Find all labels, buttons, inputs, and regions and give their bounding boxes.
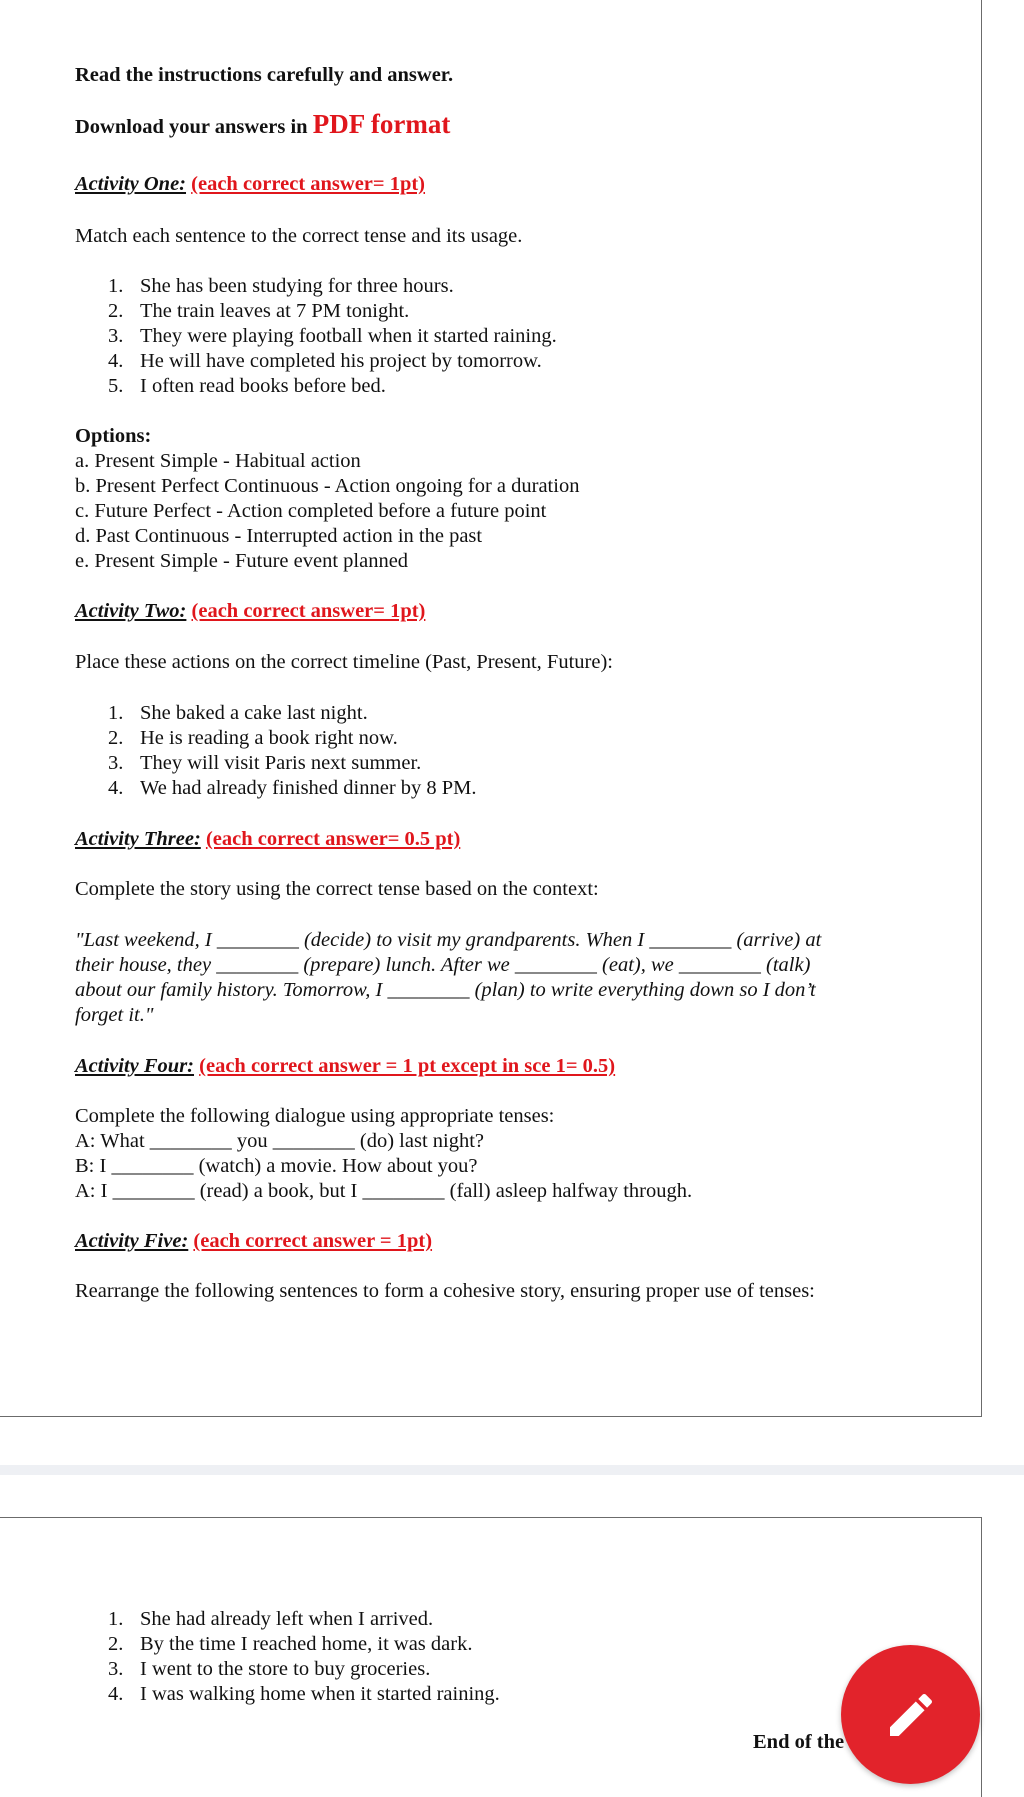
story-line: forget it.": [75, 1004, 154, 1026]
list-number: 1.: [108, 702, 124, 724]
dialogue-line: A: I ________ (read) a book, but I ________ (fall) asleep halfway through.: [75, 1180, 693, 1202]
list-number: 1.: [108, 1608, 124, 1630]
list-number: 3.: [108, 752, 124, 774]
list-number: 1.: [108, 275, 124, 297]
list-item: I went to the store to buy groceries.: [140, 1658, 431, 1680]
activity-three-heading: [75, 827, 460, 852]
activity-four-prompt: Complete the following dialogue using appropriate tenses:: [75, 1105, 555, 1127]
pencil-icon: [883, 1687, 939, 1743]
list-number: 4.: [108, 1683, 124, 1705]
pdf-format-emphasis: PDF format: [312, 109, 451, 139]
list-number: 5.: [108, 375, 124, 397]
activity-four-points: (each correct answer = 1 pt except in sce 1= 0.5): [199, 1055, 616, 1077]
activity-five-heading: [75, 1229, 432, 1254]
list-number: 3.: [108, 325, 124, 347]
list-number: 2.: [108, 1633, 124, 1655]
list-item: We had already finished dinner by 8 PM.: [140, 777, 477, 799]
list-item: I often read books before bed.: [140, 375, 386, 397]
list-number: 4.: [108, 777, 124, 799]
list-number: 4.: [108, 350, 124, 372]
option-a: a. Present Simple - Habitual action: [75, 450, 361, 472]
end-of-text: End of the: [753, 1731, 845, 1753]
activity-five-prompt: Rearrange the following sentences to form a cohesive story, ensuring proper use of tenses:: [75, 1280, 815, 1302]
option-e: e. Present Simple - Future event planned: [75, 550, 409, 572]
activity-one-title: Activity One:: [75, 173, 187, 195]
list-item: She baked a cake last night.: [140, 702, 368, 724]
activity-four-title: Activity Four:: [75, 1055, 195, 1077]
list-item: The train leaves at 7 PM tonight.: [140, 300, 410, 322]
option-c: c. Future Perfect - Action completed before a future point: [75, 500, 547, 522]
story-line: their house, they ________ (prepare) lunch. After we ________ (eat), we ________ (talk): [75, 954, 811, 976]
activity-two-prompt: Place these actions on the correct timeline (Past, Present, Future):: [75, 651, 613, 673]
list-number: 2.: [108, 300, 124, 322]
activity-two-points: (each correct answer= 1pt): [191, 600, 426, 622]
activity-two-heading: [75, 599, 425, 624]
list-item: She has been studying for three hours.: [140, 275, 454, 297]
list-item: They will visit Paris next summer.: [140, 752, 422, 774]
option-b: b. Present Perfect Continuous - Action ongoing for a duration: [75, 475, 580, 497]
activity-three-points: (each correct answer= 0.5 pt): [205, 828, 461, 850]
activity-three-prompt: Complete the story using the correct tense based on the context:: [75, 878, 599, 900]
document-page-2: [0, 1517, 982, 1797]
activity-five-title: Activity Five:: [75, 1230, 189, 1252]
download-prefix: Download your answers in: [75, 116, 313, 138]
activity-one-heading: [75, 172, 425, 197]
dialogue-line: A: What ________ you ________ (do) last night?: [75, 1130, 485, 1152]
option-d: d. Past Continuous - Interrupted action in the past: [75, 525, 483, 547]
list-item: He will have completed his project by tomorrow.: [140, 350, 542, 372]
activity-one-prompt: Match each sentence to the correct tense and its usage.: [75, 225, 523, 247]
instructions-text: Read the instructions carefully and answer.: [75, 64, 454, 86]
list-item: They were playing football when it started raining.: [140, 325, 557, 347]
activity-four-heading: [75, 1054, 615, 1079]
activity-five-points: (each correct answer = 1pt): [193, 1230, 433, 1252]
activity-three-title: Activity Three:: [75, 828, 201, 850]
dialogue-line: B: I ________ (watch) a movie. How about you?: [75, 1155, 478, 1177]
list-number: 2.: [108, 727, 124, 749]
list-number: 3.: [108, 1658, 124, 1680]
edit-fab-button[interactable]: [841, 1645, 980, 1784]
list-item: He is reading a book right now.: [140, 727, 398, 749]
story-line: "Last weekend, I ________ (decide) to visit my grandparents. When I ________ (arrive) at: [75, 929, 822, 951]
activity-one-points: (each correct answer= 1pt): [191, 173, 426, 195]
options-label: Options:: [75, 425, 152, 447]
list-item: She had already left when I arrived.: [140, 1608, 434, 1630]
download-instruction: [75, 109, 451, 140]
list-item: By the time I reached home, it was dark.: [140, 1633, 473, 1655]
list-item: I was walking home when it started raining.: [140, 1683, 500, 1705]
page-separator: [0, 1465, 1024, 1475]
activity-two-title: Activity Two:: [75, 600, 187, 622]
story-line: about our family history. Tomorrow, I ________ (plan) to write everything down so I don’t: [75, 979, 816, 1001]
